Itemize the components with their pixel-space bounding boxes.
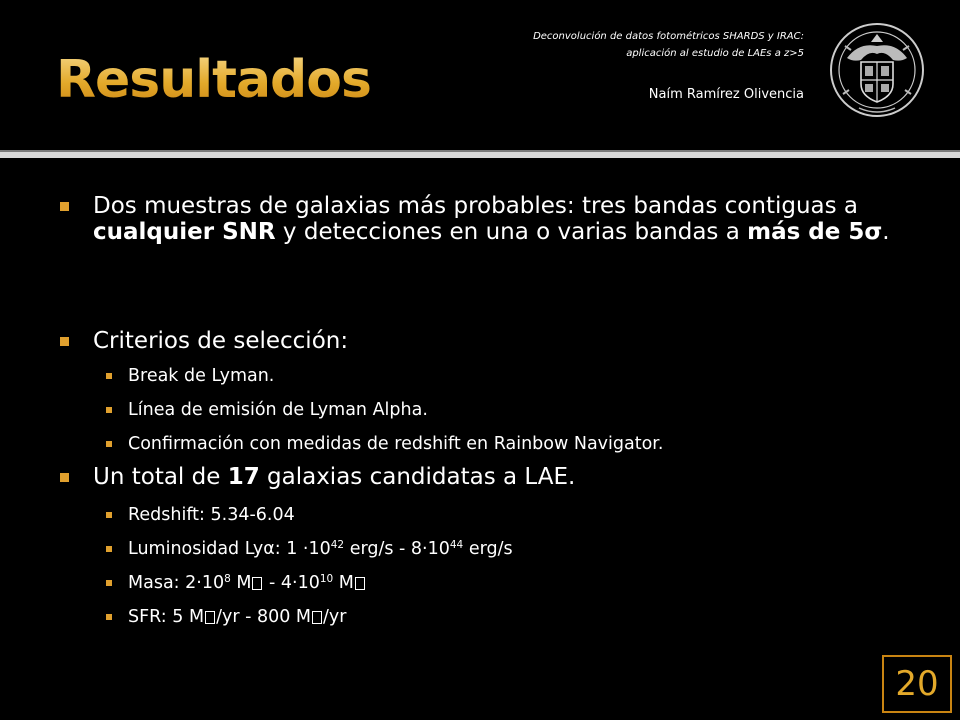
solar-mass-glyph-icon bbox=[312, 611, 322, 624]
bullet-samples bbox=[60, 193, 920, 245]
bullet-total-text: Un total de 17 galaxias candidatas a LAE. bbox=[93, 464, 576, 490]
solar-mass-glyph-icon bbox=[205, 611, 215, 624]
sub-bullet-square-icon bbox=[106, 512, 112, 518]
sub-bullet-sfr bbox=[60, 606, 346, 628]
bullet-total bbox=[60, 464, 575, 490]
author-name: Naím Ramírez Olivencia bbox=[648, 87, 804, 102]
sub-bullet-square-icon bbox=[106, 441, 112, 447]
sub-bullet bbox=[60, 433, 663, 455]
sub-bullet-text: Confirmación con medidas de redshift en Rainbow Navigator. bbox=[128, 434, 664, 454]
bullet-square-icon bbox=[60, 337, 69, 346]
sub-bullet-square-icon bbox=[106, 580, 112, 586]
university-seal-logo bbox=[829, 20, 925, 124]
solar-mass-glyph-icon bbox=[252, 577, 262, 590]
slide-header bbox=[0, 0, 960, 150]
sub-bullet-square-icon bbox=[106, 373, 112, 379]
sub-bullet-square-icon bbox=[106, 546, 112, 552]
bullet-square-icon bbox=[60, 202, 69, 211]
sub-bullet-square-icon bbox=[106, 407, 112, 413]
presentation-subtitle bbox=[533, 28, 804, 62]
luminosity-text: Luminosidad Lyα: $1 \cdot 10^{42}$ $erg/s - 8\cdot 10^{44}$ erg/s bbox=[128, 539, 513, 559]
bullet-criteria-text: Criterios de selección: bbox=[93, 328, 349, 354]
bullet-samples-text: Dos muestras de galaxias más probables: tres bandas contiguas a cualquier SNR y detecciones en una o varias bandas a más de 5σ. bbox=[93, 193, 890, 245]
header-divider-light bbox=[0, 152, 960, 158]
sub-bullet-luminosity bbox=[60, 538, 513, 560]
subtitle-line-1: Deconvolución de datos fotométricos SHARDS y IRAC: bbox=[533, 31, 804, 42]
sub-bullet bbox=[60, 399, 428, 421]
solar-mass-glyph-icon bbox=[355, 577, 365, 590]
sfr-text: SFR: 5 M /yr - 800 M /yr bbox=[128, 607, 347, 627]
sub-bullet-mass bbox=[60, 572, 366, 594]
sub-bullet-text: Break de Lyman. bbox=[128, 366, 275, 386]
sub-bullet-square-icon bbox=[106, 614, 112, 620]
mass-text: Masa: $2\cdot 10^8$ $M - 4\cdot 10^{10}$ M bbox=[128, 572, 366, 594]
sub-bullet-text: Línea de emisión de Lyman Alpha. bbox=[128, 400, 428, 420]
slide-title: Resultados bbox=[56, 50, 371, 110]
page-number: 20 bbox=[882, 655, 952, 713]
redshift-text: Redshift: 5.34-6.04 bbox=[128, 505, 295, 525]
bullet-criteria bbox=[60, 328, 348, 354]
sub-bullet-redshift bbox=[60, 504, 295, 526]
bullet-square-icon bbox=[60, 473, 69, 482]
sub-bullet bbox=[60, 365, 274, 387]
subtitle-line-2: aplicación al estudio de LAEs a z>5 bbox=[626, 48, 804, 59]
